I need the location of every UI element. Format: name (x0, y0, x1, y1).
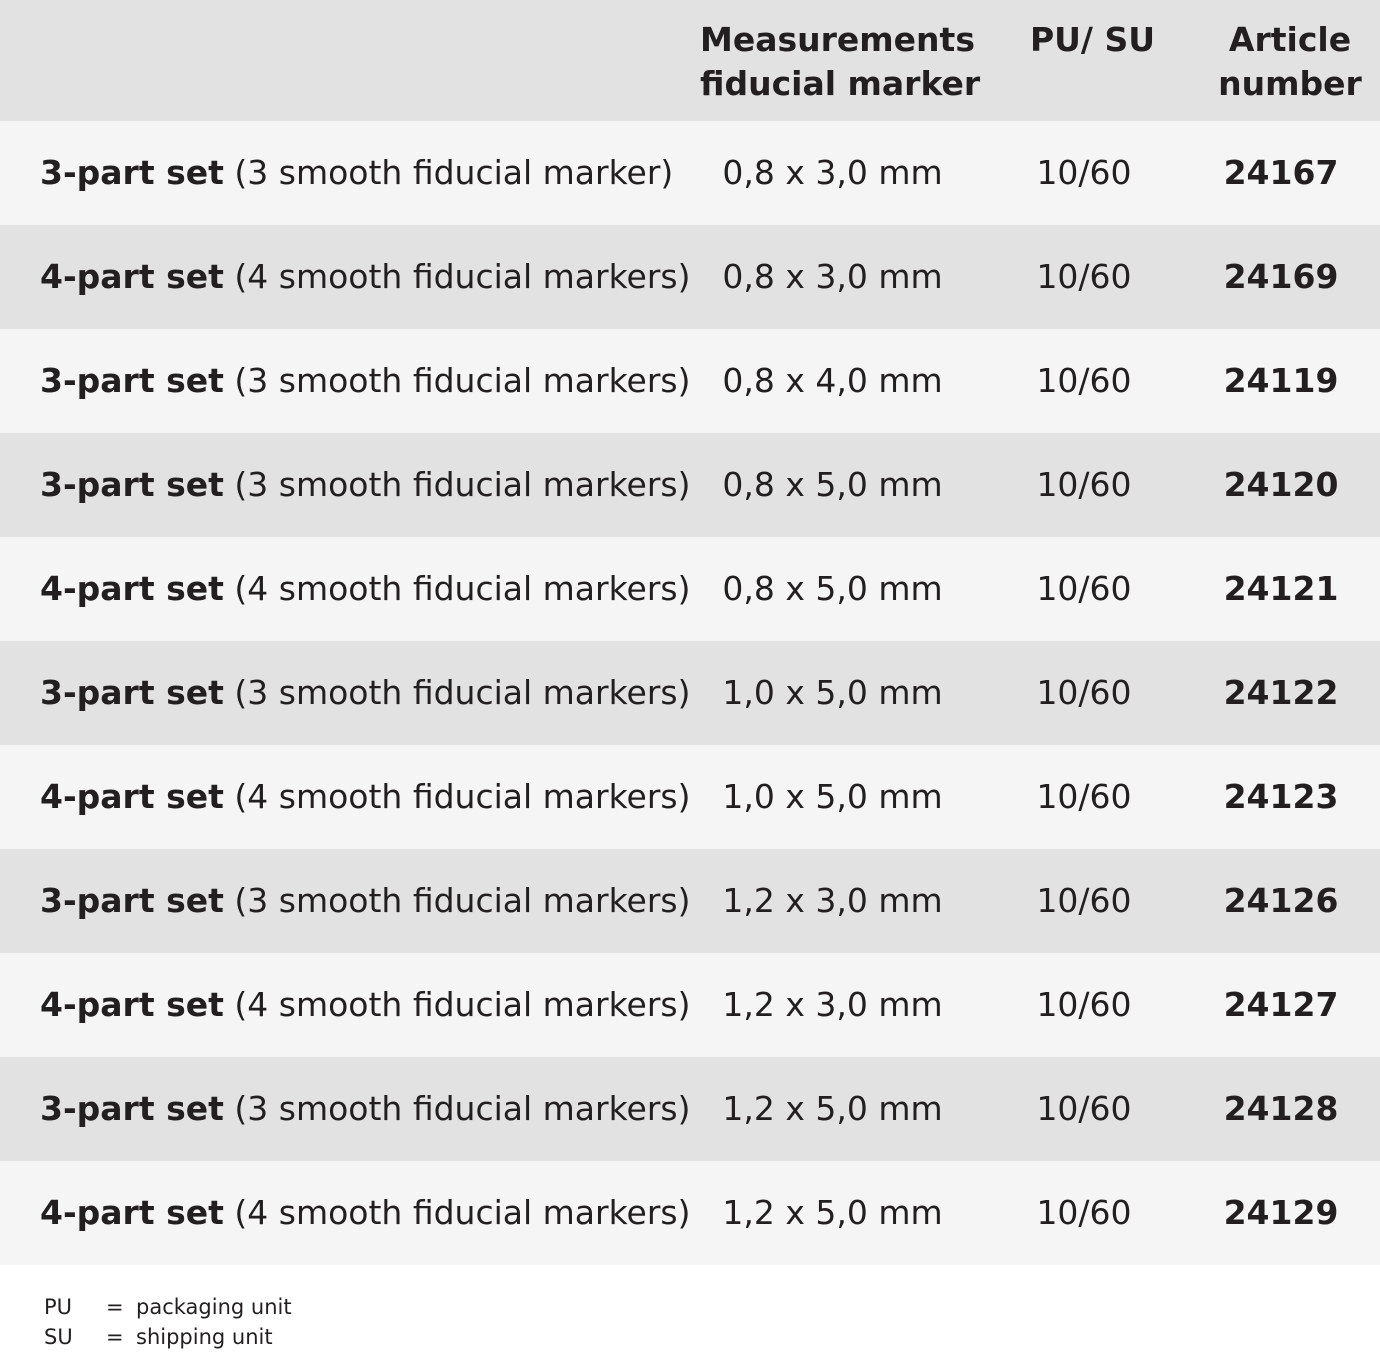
measurements-cell: 1,2 x 3,0 mm (722, 881, 943, 920)
article-number-cell: 24128 (1223, 1089, 1339, 1128)
set-description (40, 329, 690, 433)
set-description (40, 537, 690, 641)
pu-su-cell: 10/60 (1036, 985, 1132, 1024)
pu-su-cell: 10/60 (1036, 361, 1132, 400)
pu-su-cell: 10/60 (1036, 1193, 1132, 1232)
legend-abbr: SU (44, 1325, 73, 1349)
set-detail: (3 smooth fiducial markers) (234, 361, 691, 400)
set-detail: (3 smooth fiducial markers) (234, 673, 691, 712)
set-name: 4-part set (40, 777, 224, 816)
header-article-number (1195, 18, 1380, 106)
pu-su-cell: 10/60 (1036, 673, 1132, 712)
table-row (0, 953, 1380, 1057)
measurements-cell: 1,0 x 5,0 mm (722, 777, 943, 816)
header-measurements-line2: fiducial marker (700, 64, 981, 103)
header-article-line2: number (1218, 64, 1362, 103)
table-body (0, 121, 1380, 1265)
table-row (0, 121, 1380, 225)
legend-equals: = (106, 1325, 124, 1349)
set-name: 4-part set (40, 257, 224, 296)
set-detail: (3 smooth fiducial markers) (234, 465, 691, 504)
set-description (40, 953, 690, 1057)
set-name: 3-part set (40, 1089, 224, 1128)
measurements-cell: 1,2 x 5,0 mm (722, 1089, 943, 1128)
article-number-cell: 24126 (1223, 881, 1339, 920)
measurements-cell: 1,2 x 3,0 mm (722, 985, 943, 1024)
legend-equals: = (106, 1295, 124, 1319)
pu-su-cell: 10/60 (1036, 777, 1132, 816)
measurements-cell: 1,2 x 5,0 mm (722, 1193, 943, 1232)
set-description (40, 225, 690, 329)
legend-definition: shipping unit (136, 1325, 273, 1349)
set-detail: (3 smooth fiducial markers) (234, 1089, 691, 1128)
article-number-cell: 24129 (1223, 1193, 1339, 1232)
set-description (40, 121, 673, 225)
measurements-cell: 0,8 x 3,0 mm (722, 257, 943, 296)
article-number-cell: 24169 (1223, 257, 1339, 296)
set-detail: (3 smooth fiducial marker) (234, 153, 674, 192)
table-row (0, 225, 1380, 329)
set-description (40, 1161, 690, 1265)
table-row (0, 1057, 1380, 1161)
table-row (0, 1161, 1380, 1265)
article-number-cell: 24127 (1223, 985, 1339, 1024)
article-number-cell: 24167 (1223, 153, 1339, 192)
set-description (40, 641, 690, 745)
set-name: 4-part set (40, 1193, 224, 1232)
set-description (40, 849, 690, 953)
set-name: 4-part set (40, 569, 224, 608)
table-row (0, 641, 1380, 745)
pu-su-cell: 10/60 (1036, 1089, 1132, 1128)
table-row (0, 537, 1380, 641)
set-name: 3-part set (40, 673, 224, 712)
table-header (0, 0, 1380, 121)
header-measurements-line1: Measurements (700, 20, 975, 59)
header-article-line1: Article (1228, 20, 1352, 59)
set-detail: (4 smooth fiducial markers) (234, 257, 691, 296)
article-number-cell: 24121 (1223, 569, 1339, 608)
measurements-cell: 0,8 x 5,0 mm (722, 465, 943, 504)
pu-su-cell: 10/60 (1036, 257, 1132, 296)
article-number-cell: 24122 (1223, 673, 1339, 712)
set-description (40, 1057, 690, 1161)
pu-su-cell: 10/60 (1036, 881, 1132, 920)
article-number-cell: 24120 (1223, 465, 1339, 504)
table-row (0, 433, 1380, 537)
header-pu-su (1000, 18, 1185, 62)
header-measurements (700, 18, 981, 106)
set-detail: (4 smooth fiducial markers) (234, 569, 691, 608)
pu-su-cell: 10/60 (1036, 569, 1132, 608)
set-name: 3-part set (40, 881, 224, 920)
set-name: 4-part set (40, 985, 224, 1024)
measurements-cell: 0,8 x 5,0 mm (722, 569, 943, 608)
set-description (40, 433, 690, 537)
table-row (0, 745, 1380, 849)
set-description (40, 745, 690, 849)
table-row (0, 849, 1380, 953)
measurements-cell: 0,8 x 3,0 mm (722, 153, 943, 192)
set-name: 3-part set (40, 153, 224, 192)
set-detail: (4 smooth fiducial markers) (234, 777, 691, 816)
measurements-cell: 0,8 x 4,0 mm (722, 361, 943, 400)
legend-definition: packaging unit (136, 1295, 292, 1319)
set-detail: (3 smooth fiducial markers) (234, 881, 691, 920)
set-detail: (4 smooth fiducial markers) (234, 985, 691, 1024)
table-row (0, 329, 1380, 433)
header-pu-su-label: PU/ SU (1029, 20, 1156, 59)
set-detail: (4 smooth fiducial markers) (234, 1193, 691, 1232)
set-name: 3-part set (40, 465, 224, 504)
pu-su-cell: 10/60 (1036, 153, 1132, 192)
set-name: 3-part set (40, 361, 224, 400)
legend-abbr: PU (44, 1295, 73, 1319)
article-number-cell: 24119 (1223, 361, 1339, 400)
pu-su-cell: 10/60 (1036, 465, 1132, 504)
article-number-cell: 24123 (1223, 777, 1339, 816)
measurements-cell: 1,0 x 5,0 mm (722, 673, 943, 712)
